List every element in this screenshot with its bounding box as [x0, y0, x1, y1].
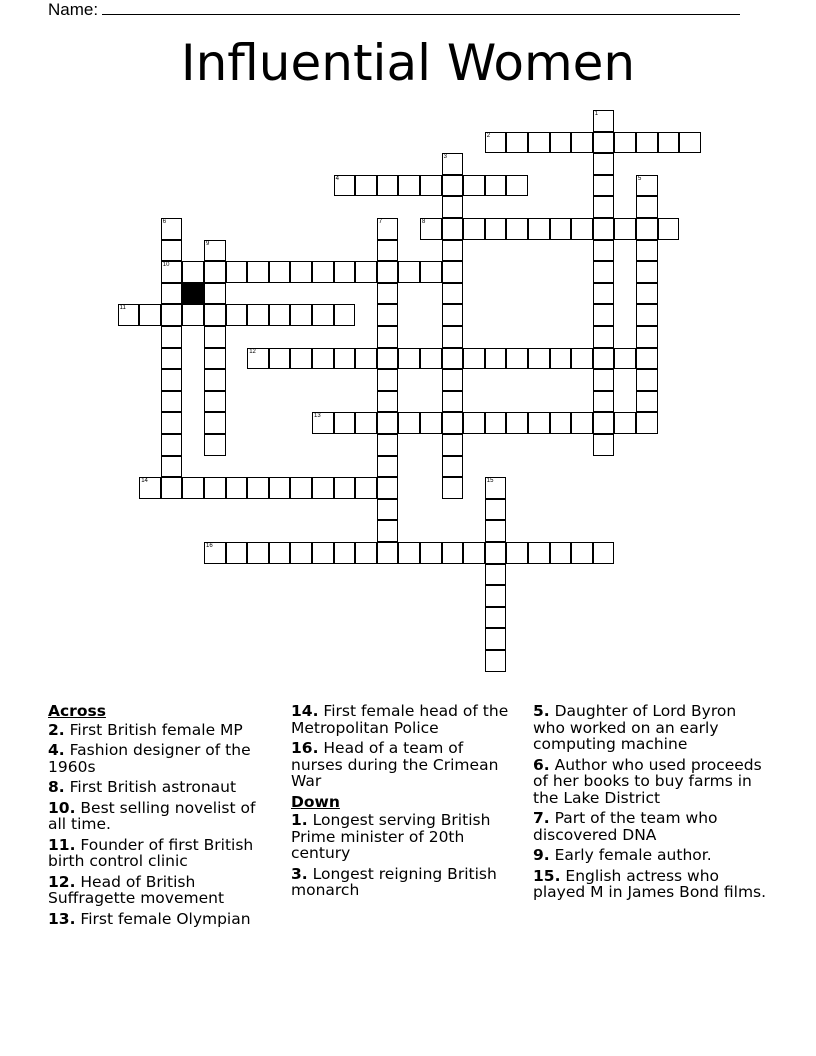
- grid-cell[interactable]: [334, 542, 356, 564]
- grid-cell[interactable]: [247, 542, 269, 564]
- clue-item-text: Author who used proceeds of her books to buy farms in the Lake District: [533, 755, 762, 807]
- clue-item-number: 10.: [48, 798, 76, 817]
- grid-cell[interactable]: [269, 304, 291, 326]
- clue-number: 8: [422, 219, 426, 225]
- grid-cell[interactable]: [377, 391, 399, 413]
- grid-cell[interactable]: [571, 412, 593, 434]
- grid-cell[interactable]: [442, 542, 464, 564]
- grid-cell[interactable]: [571, 218, 593, 240]
- clue-item: [48, 837, 273, 870]
- grid-cell[interactable]: [614, 348, 636, 370]
- grid-cell[interactable]: [593, 175, 615, 197]
- grid-cell[interactable]: [571, 132, 593, 154]
- grid-cell[interactable]: [658, 218, 680, 240]
- grid-cell[interactable]: [506, 175, 528, 197]
- grid-cell[interactable]: [269, 477, 291, 499]
- grid-cell[interactable]: [550, 218, 572, 240]
- clue-number: 5: [638, 175, 642, 182]
- clue-item: [48, 874, 273, 907]
- grid-cell[interactable]: [204, 304, 226, 326]
- grid-cell[interactable]: [290, 304, 312, 326]
- grid-cell[interactable]: [312, 542, 334, 564]
- grid-cell[interactable]: [377, 542, 399, 564]
- clue-number: 15: [486, 478, 494, 485]
- clue-item: [48, 800, 273, 833]
- grid-cell[interactable]: [118, 304, 140, 326]
- grid-cell[interactable]: [550, 348, 572, 370]
- clue-number: 2: [486, 132, 491, 139]
- grid-cell[interactable]: [161, 348, 183, 370]
- clue-item-number: 9.: [533, 846, 550, 864]
- grid-cell[interactable]: [226, 261, 248, 283]
- clue-number: 11: [119, 305, 126, 312]
- grid-cell[interactable]: [334, 175, 356, 197]
- grid-cell[interactable]: [161, 326, 183, 348]
- clue-item-text: English actress who played M in James Bond films.: [533, 866, 767, 901]
- clue-item: [48, 722, 273, 739]
- grid-cell[interactable]: [593, 542, 615, 564]
- clue-item-number: 3.: [291, 864, 308, 883]
- grid-cell[interactable]: [290, 348, 312, 370]
- grid-cell[interactable]: [377, 283, 399, 305]
- clue-item-number: 12.: [48, 872, 76, 891]
- clue-number: 9: [206, 240, 210, 247]
- grid-cell[interactable]: [398, 412, 420, 434]
- grid-cell[interactable]: [571, 542, 593, 564]
- clue-number: 14: [141, 478, 148, 485]
- grid-cell[interactable]: [377, 261, 399, 283]
- grid-cell[interactable]: [442, 304, 464, 326]
- across-header: Across: [48, 702, 106, 720]
- clue-item-text: First female Olympian: [80, 909, 251, 928]
- grid-cell[interactable]: [463, 175, 485, 197]
- grid-cell[interactable]: [334, 261, 356, 283]
- grid-cell[interactable]: [398, 175, 420, 197]
- clue-item-number: 7.: [533, 809, 550, 827]
- grid-cell[interactable]: [377, 456, 399, 478]
- grid-cell[interactable]: [463, 542, 485, 564]
- grid-cell[interactable]: [593, 196, 615, 218]
- grid-cell[interactable]: [161, 261, 183, 283]
- grid-cell[interactable]: [550, 132, 572, 154]
- grid-cell[interactable]: [312, 348, 334, 370]
- clue-item-number: 14.: [291, 702, 319, 720]
- grid-cell[interactable]: [312, 412, 334, 434]
- grid-cell[interactable]: [420, 261, 442, 283]
- grid-cell[interactable]: [377, 499, 399, 521]
- grid-cell[interactable]: [463, 218, 485, 240]
- grid-cell[interactable]: [614, 412, 636, 434]
- grid-cell[interactable]: [226, 477, 248, 499]
- grid-cell[interactable]: [506, 132, 528, 154]
- grid-cell[interactable]: [204, 412, 226, 434]
- clue-item: [48, 779, 273, 796]
- clue-item: [291, 866, 516, 899]
- grid-cell[interactable]: [636, 261, 658, 283]
- grid-cell[interactable]: [528, 412, 550, 434]
- grid-cell[interactable]: [485, 412, 507, 434]
- grid-cell[interactable]: [636, 348, 658, 370]
- clue-number: 12: [249, 348, 256, 355]
- clue-item-text: Early female author.: [554, 846, 712, 864]
- clue-number: 13: [314, 413, 321, 420]
- grid-cell[interactable]: [550, 542, 572, 564]
- grid-cell[interactable]: [636, 304, 658, 326]
- grid-cell[interactable]: [442, 240, 464, 262]
- grid-cell[interactable]: [182, 477, 204, 499]
- clue-number: 16: [206, 543, 213, 549]
- grid-cell[interactable]: [377, 175, 399, 197]
- grid-cell[interactable]: [485, 607, 507, 629]
- grid-cell[interactable]: [485, 477, 507, 499]
- grid-cell[interactable]: [269, 348, 291, 370]
- grid-cell[interactable]: [442, 369, 464, 391]
- clue-item-text: Head of a team of nurses during the Crimean War: [291, 739, 499, 790]
- grid-cell[interactable]: [204, 283, 226, 305]
- grid-cell[interactable]: [636, 412, 658, 434]
- grid-cell[interactable]: [442, 326, 464, 348]
- grid-cell[interactable]: [485, 542, 507, 564]
- grid-cell[interactable]: [506, 218, 528, 240]
- grid-cell[interactable]: [528, 348, 550, 370]
- grid-cell[interactable]: [377, 348, 399, 370]
- grid-cell[interactable]: [442, 477, 464, 499]
- grid-cell[interactable]: [247, 261, 269, 283]
- grid-cell[interactable]: [593, 412, 615, 434]
- grid-cell[interactable]: [420, 542, 442, 564]
- grid-cell[interactable]: [377, 369, 399, 391]
- grid-cell[interactable]: [269, 542, 291, 564]
- clue-item: [48, 742, 273, 775]
- grid-cell[interactable]: [139, 304, 161, 326]
- grid-cell[interactable]: [463, 412, 485, 434]
- grid-cell[interactable]: [355, 412, 377, 434]
- grid-cell[interactable]: [442, 456, 464, 478]
- grid-cell[interactable]: [593, 434, 615, 456]
- grid-cell[interactable]: [204, 391, 226, 413]
- clue-item-number: 13.: [48, 909, 76, 928]
- grid-cell[interactable]: [334, 477, 356, 499]
- clue-item-number: 5.: [533, 702, 550, 720]
- clue-item-text: First British astronaut: [69, 778, 237, 796]
- grid-cell[interactable]: [247, 348, 269, 370]
- clue-item-number: 8.: [48, 778, 65, 796]
- grid-cell[interactable]: [247, 304, 269, 326]
- grid-cell[interactable]: [636, 196, 658, 218]
- grid-cell[interactable]: [636, 218, 658, 240]
- grid-cell[interactable]: [636, 326, 658, 348]
- clue-number: 3: [443, 154, 447, 161]
- grid-cell[interactable]: [355, 261, 377, 283]
- clue-item-text: Longest serving British Prime minister of 20th century: [291, 811, 491, 862]
- grid-cell[interactable]: [334, 304, 356, 326]
- grid-cell[interactable]: [636, 132, 658, 154]
- grid-cell[interactable]: [204, 477, 226, 499]
- grid-cell[interactable]: [398, 261, 420, 283]
- grid-cell[interactable]: [442, 391, 464, 413]
- grid-cell[interactable]: [485, 650, 507, 672]
- grid-cell[interactable]: [182, 261, 204, 283]
- grid-cell[interactable]: [398, 542, 420, 564]
- grid-cell[interactable]: [593, 218, 615, 240]
- grid-cell[interactable]: [226, 542, 248, 564]
- grid-cell[interactable]: [506, 412, 528, 434]
- grid-cell[interactable]: [226, 304, 248, 326]
- grid-cell[interactable]: [485, 585, 507, 607]
- clue-item-text: Head of British Suffragette movement: [48, 872, 225, 907]
- clue-item-number: 2.: [48, 720, 65, 739]
- grid-cell[interactable]: [420, 218, 442, 240]
- grid-cell[interactable]: [204, 369, 226, 391]
- grid-cell[interactable]: [204, 261, 226, 283]
- grid-cell[interactable]: [161, 434, 183, 456]
- grid-cell[interactable]: [247, 477, 269, 499]
- clue-item-text: Best selling novelist of all time.: [48, 798, 256, 833]
- grid-cell[interactable]: [161, 477, 183, 499]
- grid-cell[interactable]: [420, 175, 442, 197]
- grid-cell[interactable]: [161, 412, 183, 434]
- grid-cell[interactable]: [312, 304, 334, 326]
- clue-item: [291, 740, 516, 790]
- grid-cell[interactable]: [442, 153, 464, 175]
- grid-cell[interactable]: [334, 348, 356, 370]
- grid-cell[interactable]: [485, 564, 507, 586]
- grid-cell[interactable]: [377, 326, 399, 348]
- grid-cell[interactable]: [506, 348, 528, 370]
- grid-cell[interactable]: [593, 261, 615, 283]
- clue-item-number: 6.: [533, 755, 550, 774]
- grid-cell[interactable]: [636, 283, 658, 305]
- grid-cell[interactable]: [334, 412, 356, 434]
- grid-cell[interactable]: [614, 218, 636, 240]
- clues-column-3: [533, 703, 773, 905]
- grid-cell[interactable]: [355, 175, 377, 197]
- grid-cell[interactable]: [593, 348, 615, 370]
- clue-item-number: 1.: [291, 811, 308, 829]
- grid-cell[interactable]: [161, 240, 183, 262]
- clue-number: 7: [378, 219, 383, 225]
- name-label: Name:: [48, 0, 99, 19]
- grid-cell[interactable]: [204, 240, 226, 262]
- clue-item: [533, 757, 773, 807]
- grid-cell[interactable]: [355, 348, 377, 370]
- clue-item-number: 15.: [533, 866, 561, 885]
- grid-cell[interactable]: [593, 240, 615, 262]
- grid-cell[interactable]: [636, 240, 658, 262]
- clue-item-text: Part of the team who discovered DNA: [533, 809, 718, 844]
- grid-cell[interactable]: [614, 132, 636, 154]
- clue-number: 4: [335, 175, 339, 182]
- grid-cell[interactable]: [290, 542, 312, 564]
- grid-cell[interactable]: [442, 283, 464, 305]
- grid-cell[interactable]: [204, 348, 226, 370]
- grid-cell[interactable]: [485, 520, 507, 542]
- grid-cell[interactable]: [528, 218, 550, 240]
- grid-cell[interactable]: [506, 542, 528, 564]
- clue-item-number: 11.: [48, 835, 76, 854]
- grid-cell[interactable]: [485, 499, 507, 521]
- grid-cell[interactable]: [377, 412, 399, 434]
- clue-item: [291, 703, 516, 736]
- clues-column-1: [48, 703, 273, 931]
- grid-cell[interactable]: [420, 412, 442, 434]
- grid-cell[interactable]: [377, 218, 399, 240]
- clue-item: [533, 703, 773, 753]
- clue-item-text: Fashion designer of the 1960s: [48, 741, 251, 776]
- grid-cell[interactable]: [636, 175, 658, 197]
- grid-cell[interactable]: [442, 412, 464, 434]
- clue-item: [533, 868, 773, 901]
- grid-cell[interactable]: [485, 132, 507, 154]
- grid-cell[interactable]: [161, 304, 183, 326]
- grid-cell[interactable]: [182, 304, 204, 326]
- grid-cell[interactable]: [485, 218, 507, 240]
- clue-item-text: Longest reigning British monarch: [291, 864, 497, 899]
- grid-cell[interactable]: [636, 369, 658, 391]
- grid-cell[interactable]: [442, 434, 464, 456]
- grid-cell[interactable]: [204, 326, 226, 348]
- grid-cell[interactable]: [593, 326, 615, 348]
- grid-cell[interactable]: [204, 542, 226, 564]
- grid-cell[interactable]: [161, 391, 183, 413]
- grid-cell[interactable]: [528, 132, 550, 154]
- grid-cell[interactable]: [571, 348, 593, 370]
- grid-cell[interactable]: [485, 348, 507, 370]
- grid-cell[interactable]: [550, 412, 572, 434]
- grid-cell[interactable]: [442, 348, 464, 370]
- grid-cell[interactable]: [442, 218, 464, 240]
- grid-cell[interactable]: [593, 132, 615, 154]
- clue-item-text: First British female MP: [69, 720, 243, 739]
- grid-cell[interactable]: [593, 391, 615, 413]
- grid-cell[interactable]: [312, 261, 334, 283]
- grid-cell[interactable]: [290, 477, 312, 499]
- grid-cell[interactable]: [377, 477, 399, 499]
- clue-item: [533, 810, 773, 843]
- grid-cell[interactable]: [377, 520, 399, 542]
- grid-cell[interactable]: [398, 348, 420, 370]
- grid-cell[interactable]: [442, 196, 464, 218]
- grid-cell[interactable]: [377, 434, 399, 456]
- grid-cell[interactable]: [528, 542, 550, 564]
- clue-number: 1: [594, 111, 599, 117]
- clue-item-text: Daughter of Lord Byron who worked on an early computing machine: [533, 702, 737, 753]
- grid-cell[interactable]: [355, 542, 377, 564]
- clue-item: [533, 847, 773, 864]
- grid-cell[interactable]: [442, 261, 464, 283]
- clue-item-text: Founder of first British birth control clinic: [48, 835, 254, 870]
- clue-item-number: 16.: [291, 739, 319, 757]
- grid-cell[interactable]: [463, 348, 485, 370]
- page-title: Influential Women: [180, 34, 636, 92]
- grid-cell[interactable]: [269, 261, 291, 283]
- grid-cell[interactable]: [593, 110, 615, 132]
- grid-cell[interactable]: [204, 434, 226, 456]
- grid-cell[interactable]: [377, 304, 399, 326]
- clues-column-2: [291, 703, 516, 903]
- clue-item-number: 4.: [48, 741, 65, 759]
- grid-cell[interactable]: [593, 153, 615, 175]
- grid-cell[interactable]: [593, 304, 615, 326]
- grid-cell[interactable]: [355, 477, 377, 499]
- down-header: Down: [291, 792, 340, 811]
- grid-cell[interactable]: [161, 456, 183, 478]
- grid-cell[interactable]: [312, 477, 334, 499]
- grid-cell[interactable]: [593, 369, 615, 391]
- grid-cell[interactable]: [161, 218, 183, 240]
- clue-item: [48, 911, 273, 928]
- clue-number: 6: [162, 219, 167, 225]
- grid-cell[interactable]: [442, 175, 464, 197]
- grid-cell[interactable]: [161, 283, 183, 305]
- grid-cell[interactable]: [161, 369, 183, 391]
- grid-cell[interactable]: [377, 240, 399, 262]
- clue-item-text: First female head of the Metropolitan Police: [291, 702, 509, 737]
- grid-cell[interactable]: [658, 132, 680, 154]
- clue-number: 10: [162, 262, 170, 269]
- grid-cell[interactable]: [290, 261, 312, 283]
- grid-cell[interactable]: [593, 283, 615, 305]
- grid-cell[interactable]: [485, 628, 507, 650]
- grid-cell[interactable]: [420, 348, 442, 370]
- blocked-square: [182, 283, 204, 305]
- grid-cell[interactable]: [636, 391, 658, 413]
- grid-cell[interactable]: [485, 175, 507, 197]
- grid-cell[interactable]: [139, 477, 161, 499]
- clue-item: [291, 812, 516, 862]
- grid-cell[interactable]: [679, 132, 701, 154]
